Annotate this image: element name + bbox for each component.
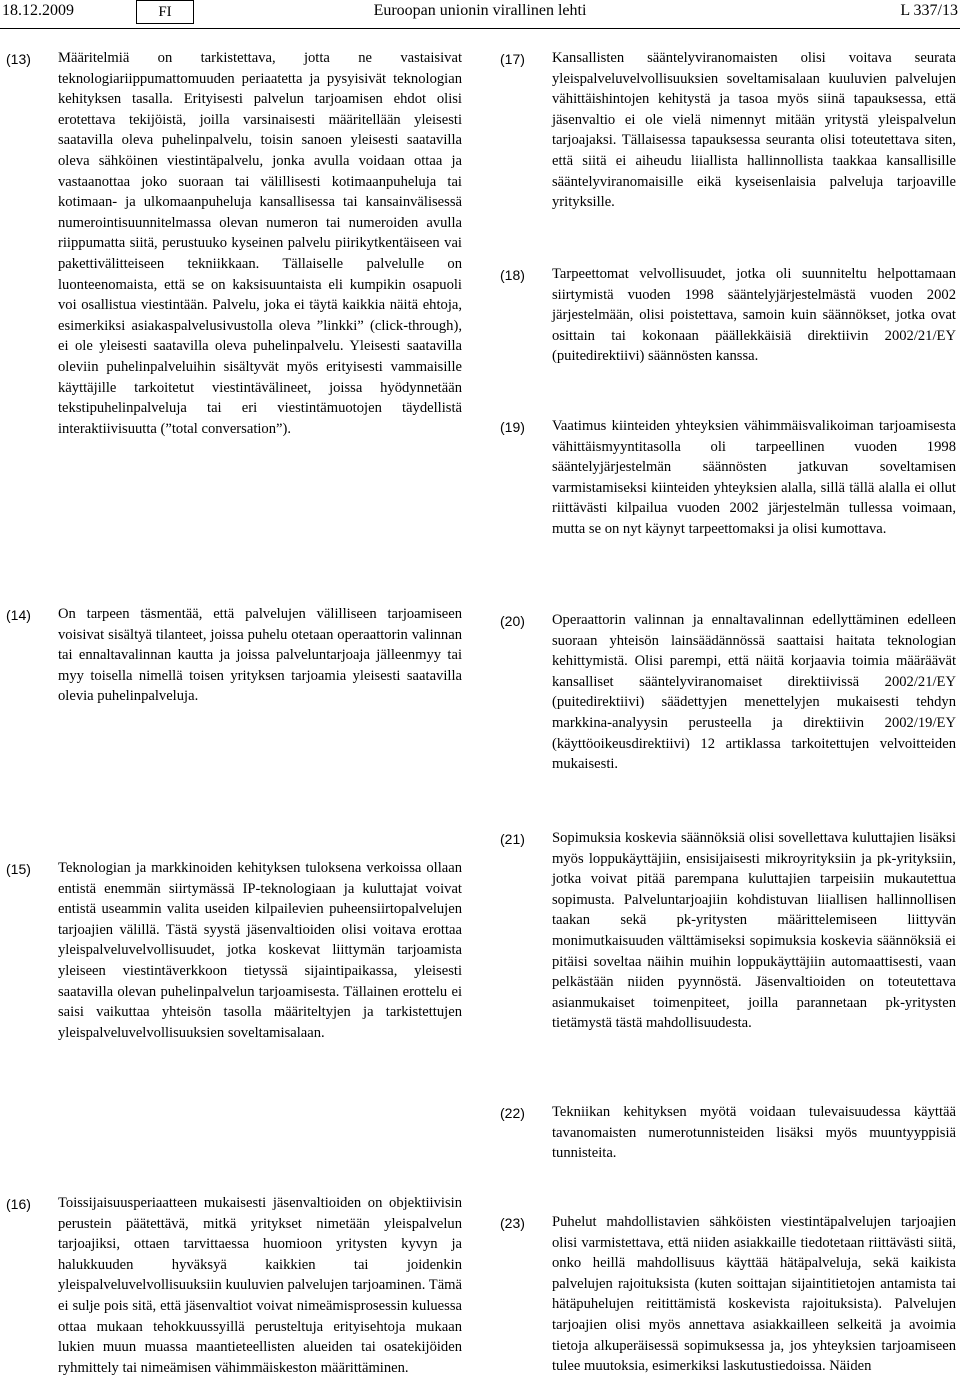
page-reference: L 337/13	[900, 2, 958, 19]
recital-text: Operaattorin valinnan ja ennaltavalinnan edellyttäminen edelleen suoraan yhteisön lainsäädännössä saattaisi haitata teknologian kehittymistä. Olisi parempi, että näitä korjaavia toimia määräävät kansalliset sääntelyviranomaiset direktiivissä 2002/21/EY (puitedirektiivi) säädettyjen menettelyjen mukaisesti tehdyn markkina-analyysin perusteella ja direktiivin 2002/19/EY (käyttöoikeusdirektiivi) 12 artiklassa tarkoitettujen velvoitteiden mukaisesti.	[552, 612, 956, 773]
recital-number: (16)	[6, 1196, 31, 1212]
recital-text: Sopimuksia koskevia säännöksiä olisi sovellettava kuluttajien lisäksi myös loppukäyttäjiin, ensisijaisesti mikroyrityksiin ja pk-yrityksiin, jotka voivat pitää parempana kuluttajien tarpeisiin mukautettua sopimusta. Palveluntarjoajiin kohdistuvan liiallisen hallinnollisen taakan sekä pk-yritysten määrittelemiseen liittyvän monimutkaisuuden välttämiseksi sopimuksia koskevia säännöksiä ei pitäisi soveltaa näihin muihin loppukäyttäjiin automaattisesti, vaan pelkästään niiden pyynnöstä. Jäsenvaltioiden on toteutettava asianmukaiset toimenpiteet, joilla parannetaan pk-yritysten tietämystä tästä mahdollisuudesta.	[552, 830, 956, 1032]
recital-number: (22)	[500, 1105, 525, 1121]
recital-number: (15)	[6, 861, 31, 877]
publication-date: 18.12.2009	[2, 2, 74, 19]
recital-number: (18)	[500, 267, 525, 283]
journal-title: Euroopan unionin virallinen lehti	[373, 2, 587, 19]
header-rule	[0, 28, 960, 29]
recital-number: (21)	[500, 831, 525, 847]
language-code-box: FI	[136, 0, 194, 24]
recital-text: Vaatimus kiinteiden yhteyksien vähimmäisvalikoiman tarjoamisesta vähittäismyyntitasolla oli tarpeellinen vuoden 1998 sääntelyjärjestelmän säännösten jatkuvan soveltamisen varmistamiseksi kiinteiden yhteyksien alalla, sillä tällä alalla ei ollut riittävästi kilpailua vuoden 2002 järjestelmän tullessa voimaan, mutta se on nyt käynyt tarpeettomaksi ja olisi kumottava.	[552, 418, 956, 537]
recital-number: (23)	[500, 1215, 525, 1231]
recital-text: Määritelmiä on tarkistettava, jotta ne vastaisivat teknologiariippumattomuuden periaatetta ja pysyisivät teknologian kehityksen tasalla. Erityisesti palvelun tarjoamisen ehdot olisi erotettava tekijöistä, joilla varsinaisesti määritellään yleisesti saatavilla oleva puhelinpalvelu, toisin sanoen yleisesti saatavilla oleva sähköinen viestintäpalvelu, jonka avulla voidaan ottaa ja vastaanottaa joko suoraan tai välillisesti kotimaanpuheluja tai kotimaan- ja ulkomaanpuheluja kansallisessa tai kansainvälisessä numerointisuunnitelmassa olevan numeron tai numeroiden avulla riippumatta siitä, perustuuko kyseinen palvelu piirikytkentäiseen vai pakettivälitteiseen tekniikkaan. Tällaiselle palvelulle on luonteenomaista, että se on kaksisuuntaista eli kumpikin osapuoli voi osallistua viestintään. Palvelu, joka ei täytä kaikkia näitä ehtoja, esimerkiksi asiakaspalvelusivustolla oleva ”linkki” (click-through), ei ole yleisesti saatavilla oleva puhelinpalvelu. Yleisesti saatavilla oleviin puhelinpalveluihin sisältyvät myös erityisesti vammaisille käyttäjille tarkoitetut viestintävälineet, joissa hyödynnetään tekstipuhelinpalveluja tai eri viestintämuotojen täydellistä interaktiivisuutta (”total conversation”).	[58, 50, 462, 437]
recital-number: (20)	[500, 613, 525, 629]
recital-text: Teknologian ja markkinoiden kehityksen tuloksena verkoissa ollaan entistä enemmän siirtymässä IP-teknologiaan ja kuluttajat voivat entistä useammin valita useiden kilpailevien puheensiirtopalvelujen tarjoajien välillä. Tästä syystä jäsenvaltioiden olisi voitava erottaa yleispalveluvelvollisuudet, jotka koskevat liittymän tarjoamista yleiseen viestintäverkkoon tietyssä sijaintipaikassa, yleisesti saatavilla olevan puhelinpalvelun tarjoamisesta. Tällainen erottelu ei saisi vaikuttaa yhteisön tasolla määriteltyjen ja tarkistettujen yleispalveluvelvollisuuksien soveltamisalaan.	[58, 860, 462, 1041]
recital-number: (14)	[6, 607, 31, 623]
recital-text: Tekniikan kehityksen myötä voidaan tulevaisuudessa käyttää tavanomaisten numerotunnisteiden lisäksi myös muuntyyppisiä tunnisteita.	[552, 1104, 956, 1162]
recital-text: On tarpeen täsmentää, että palvelujen välilliseen tarjoamiseen voisivat sisältyä tilanteet, joissa puhelu otetaan operaattorin valinnan tai ennaltavalinnan kautta ja joissa palveluntarjoaja jälleenmyy tai myy toisella nimellä toisen yrityksen tarjoamia yleisesti saatavilla olevia puhelinpalveluja.	[58, 606, 462, 705]
recital-number: (17)	[500, 51, 525, 67]
recital-text: Puhelut mahdollistavien sähköisten viestintäpalvelujen tarjoajien olisi varmistettava, että niiden asiakkaille tiedotetaan riittävästi siitä, onko heillä mahdollisuus käyttää hätäpalveluja, sekä kaikista palvelujen rajoituksista (kuten soittajan sijaintitietojen antamista tai hätäpuhelujen reitittämistä koskevista rajoituksista). Palvelujen tarjoajien olisi myös annettava asiakkailleen selkeitä ja avoimia tietoja alkuperäisessä sopimuksessa ja, jos yhteyksien tarjoamiseen tulee muutoksia, esimerkiksi laskutustiedoissa. Näiden	[552, 1214, 956, 1375]
recital-number: (19)	[500, 419, 525, 435]
recital-text: Kansallisten sääntelyviranomaisten olisi voitava seurata yleispalveluvelvollisuuksien soveltamisalaan kuuluvien palvelujen vähittäishintojen kehitystä ja tasoa myös siinä tapauksessa, että jäsenvaltio ei ole vielä nimennyt mitään yritystä yleispalvelun tarjoajaksi. Tällaisessa tapauksessa seuranta olisi toteutettava siten, että siitä ei aiheudu liiallista hallinnollista taakkaa kansallisille sääntelyviranomaisille eikä kyseisenlaisia palveluja tarjoaville yrityksille.	[552, 50, 956, 211]
recital-text: Tarpeettomat velvollisuudet, jotka oli suunniteltu helpottamaan siirtymistä vuoden 1998 sääntelyjärjestelmästä vuoden 2002 järjestelmään, olisi poistettava, samoin kuin säännökset, jotka ovat osittain tai kokonaan päällekkäisiä direktiivin 2002/21/EY (puitedirektiivi) säännösten kanssa.	[552, 266, 956, 365]
page-header	[0, 0, 960, 28]
recital-number: (13)	[6, 51, 31, 67]
recital-text: Toissijaisuusperiaatteen mukaisesti jäsenvaltioiden on objektiivisin perustein päätettävä, mitkä yritykset nimetään yleispalvelun tarjoajiksi, ottaen tarvittaessa huomioon yritysten kyvyn ja halukkuuden hyväksyä kaikkien tai joidenkin yleispalveluvelvollisuuksiin kuuluvien palvelujen tarjoaminen. Tämä ei sulje pois sitä, että jäsenvaltiot voivat nimeämisprosessin kuluessa ottaa mukaan tehokkuussyillä perusteltuja erityisehtoja mukaan lukien muun muassa maantieteellisten alueiden tai osatekijöiden ryhmittely tai nimeämisen vähimmäiskeston määrittäminen.	[58, 1195, 462, 1376]
